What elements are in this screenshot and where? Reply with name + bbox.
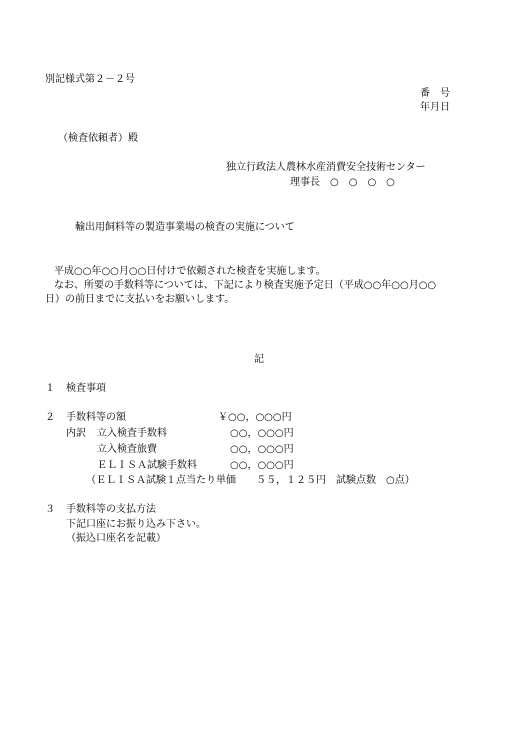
- section-3-line-2: （振込口座名を記載）: [66, 533, 166, 544]
- section-2-note: （ＥＬＩＳＡ試験１点当たり単価 ５５，１２５円 試験点数 ○点）: [86, 475, 415, 486]
- addressee: （検査依頼者）殿: [58, 133, 138, 144]
- body-line-2: なお、所要の手数料等については、下記により検査実施予定日（平成○○年○○月○○: [54, 280, 437, 291]
- sender-organization: 独立行政法人農林水産消費安全技術センター: [226, 162, 426, 173]
- item-3-label: ＥＬＩＳＡ試験手数料: [97, 460, 197, 471]
- item-1-amount: ○○，○○○円: [230, 428, 294, 439]
- breakdown-label: 内訳: [66, 428, 86, 439]
- doc-date: 年月日: [420, 102, 450, 113]
- body-line-3: 日）の前日までに支払いをお願いします。: [45, 294, 235, 305]
- subject: 輸出用飼料等の製造事業場の検査の実施について: [75, 222, 295, 233]
- ki-heading: 記: [254, 354, 264, 365]
- body-line-1: 平成○○年○○月○○日付けで依頼された検査を実施します。: [54, 266, 326, 277]
- item-2-label: 立入検査旅費: [97, 444, 157, 455]
- section-1-title: 検査事項: [66, 383, 106, 394]
- sender-chair: 理事長 ○ ○ ○ ○: [290, 177, 395, 188]
- section-3-title: 手数料等の支払方法: [66, 504, 156, 515]
- item-3-amount: ○○，○○○円: [230, 460, 294, 471]
- form-id: 別記様式第２－２号: [45, 74, 135, 85]
- section-2-total: ￥○○，○○○円: [218, 412, 292, 423]
- section-2-number: ２: [45, 412, 55, 423]
- item-1-label: 立入検査手数料: [97, 428, 167, 439]
- section-2-title: 手数料等の額: [66, 412, 126, 423]
- item-2-amount: ○○，○○○円: [230, 444, 294, 455]
- section-1-number: １: [45, 383, 55, 394]
- section-3-number: ３: [45, 504, 55, 515]
- section-3-line-1: 下記口座にお振り込み下さい。: [66, 519, 206, 530]
- doc-number: 番 号: [420, 88, 450, 99]
